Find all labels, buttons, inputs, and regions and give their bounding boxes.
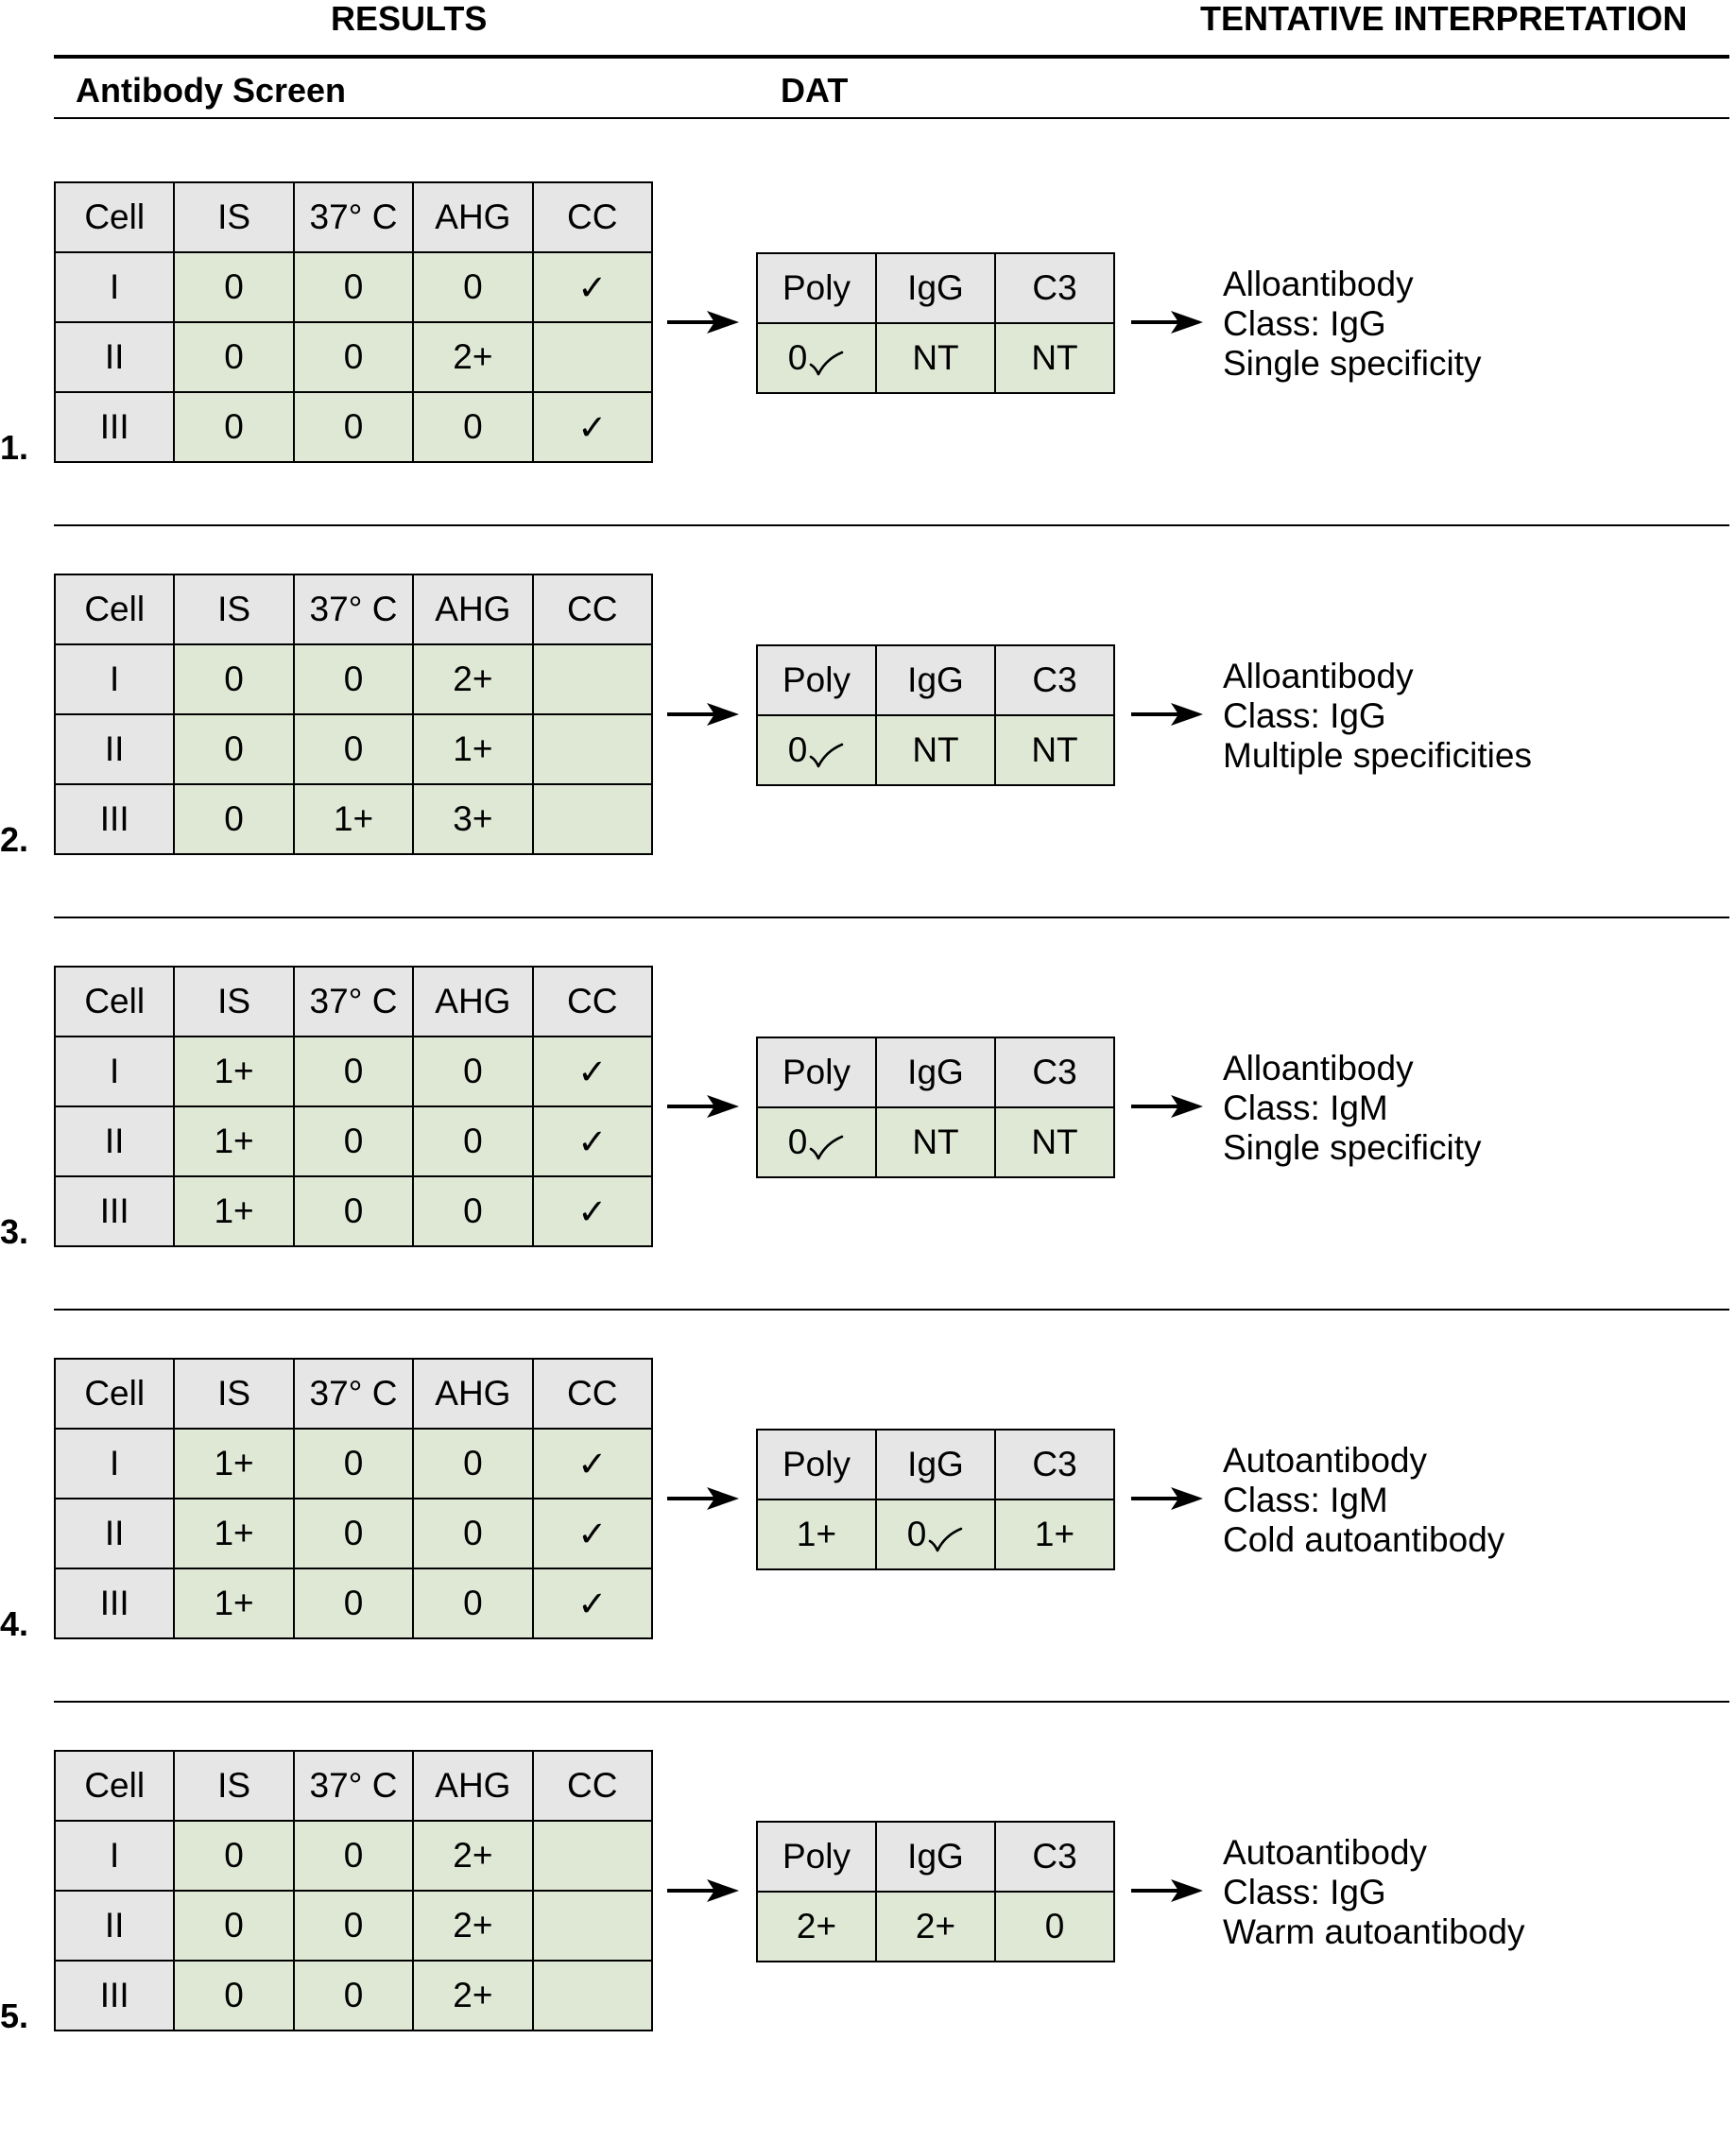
screen-reaction-cell: 1+	[174, 1429, 293, 1499]
screen-cell-label: I	[55, 1429, 174, 1499]
interpretation-text	[1223, 1049, 1482, 1168]
screen-header-row	[55, 574, 652, 644]
screen-column-header: CC	[533, 182, 652, 252]
dat-poly-result-text: 1+	[796, 1515, 837, 1553]
interpretation-text	[1223, 265, 1482, 384]
arrow-right-icon	[667, 1093, 739, 1120]
screen-cell-label: I	[55, 644, 174, 714]
screen-reaction-cell: 1+	[174, 1106, 293, 1176]
dat-header-row	[757, 645, 1114, 715]
screen-column-header: 37° C	[294, 1359, 413, 1429]
screen-reaction-cell: 0	[294, 1961, 413, 2031]
screen-row	[55, 392, 652, 462]
dat-poly-result	[757, 1499, 876, 1569]
screen-reaction-cell: 0	[294, 1176, 413, 1246]
screen-column-header: Cell	[55, 182, 174, 252]
screen-column-header: IS	[174, 1751, 293, 1821]
case-number: 1.	[0, 428, 29, 467]
screen-reaction-cell: 0	[294, 1499, 413, 1568]
screen-reaction-cell: ✓	[533, 1106, 652, 1176]
interpretation-line: Class: IgG	[1223, 1873, 1386, 1911]
screen-reaction-cell: ✓	[533, 1499, 652, 1568]
screen-column-header: IS	[174, 574, 293, 644]
screen-column-header: CC	[533, 1359, 652, 1429]
screen-column-header: 37° C	[294, 182, 413, 252]
screen-cell-label: II	[55, 1891, 174, 1961]
dat-poly-result-text: 0	[787, 730, 808, 769]
screen-column-header: AHG	[413, 182, 532, 252]
dat-column-header: Poly	[757, 645, 876, 715]
screen-cell-label: II	[55, 714, 174, 784]
screen-reaction-cell: 0	[413, 1499, 532, 1568]
arrow-right-icon	[1131, 1877, 1203, 1904]
dat-c3-result-text: 0	[1044, 1907, 1065, 1945]
dat-c3-result	[995, 323, 1114, 393]
interpretation-line: Class: IgM	[1223, 1088, 1388, 1127]
case-block	[0, 574, 1736, 966]
arrow-right-icon	[667, 1877, 739, 1904]
antibody-screen-table	[54, 1358, 653, 1639]
interpretation-line: Class: IgM	[1223, 1481, 1388, 1519]
screen-reaction-cell: 0	[413, 1568, 532, 1638]
screen-row	[55, 1176, 652, 1246]
interpretation-line: Class: IgG	[1223, 696, 1386, 735]
dat-header-row	[757, 1430, 1114, 1499]
screen-reaction-cell: 0	[294, 322, 413, 392]
screen-column-header: IS	[174, 1359, 293, 1429]
screen-column-header: Cell	[55, 967, 174, 1037]
interpretation-header: TENTATIVE INTERPRETATION	[1200, 0, 1688, 38]
screen-reaction-cell: ✓	[533, 1568, 652, 1638]
dat-result-row	[757, 323, 1114, 393]
dat-c3-result-text: NT	[1031, 338, 1078, 377]
screen-reaction-cell: ✓	[533, 252, 652, 322]
interpretation-line: Class: IgG	[1223, 304, 1386, 343]
screen-reaction-cell: 0	[294, 252, 413, 322]
dat-poly-result	[757, 715, 876, 785]
screen-reaction-cell	[533, 714, 652, 784]
screen-reaction-cell: 0	[174, 714, 293, 784]
dat-poly-result-text: 0	[787, 338, 808, 377]
screen-reaction-cell: 2+	[413, 1821, 532, 1891]
screen-reaction-cell: ✓	[533, 392, 652, 462]
screen-reaction-cell: ✓	[533, 1429, 652, 1499]
dat-poly-result-text: 2+	[796, 1907, 837, 1945]
interpretation-line: Autoantibody	[1223, 1833, 1428, 1872]
screen-column-header: AHG	[413, 1751, 532, 1821]
case-block	[0, 181, 1736, 574]
screen-reaction-cell: 0	[294, 644, 413, 714]
screen-reaction-cell: 0	[294, 1106, 413, 1176]
antibody-screen-header: Antibody Screen	[76, 71, 347, 110]
screen-column-header: CC	[533, 574, 652, 644]
screen-cell-label: III	[55, 1176, 174, 1246]
dat-c3-result	[995, 1107, 1114, 1177]
interpretation-line: Alloantibody	[1223, 1049, 1414, 1088]
dat-c3-result	[995, 1499, 1114, 1569]
interpretation-line: Single specificity	[1223, 344, 1482, 383]
dat-column-header: IgG	[876, 1822, 995, 1892]
screen-reaction-cell: 0	[413, 1037, 532, 1106]
dat-column-header: C3	[995, 253, 1114, 323]
screen-cell-label: I	[55, 1821, 174, 1891]
case-divider	[54, 917, 1729, 918]
screen-reaction-cell: 2+	[413, 644, 532, 714]
screen-reaction-cell	[533, 784, 652, 854]
dat-column-header: IgG	[876, 1037, 995, 1107]
dat-result-row	[757, 715, 1114, 785]
dat-column-header: IgG	[876, 1430, 995, 1499]
screen-reaction-cell: 0	[294, 1891, 413, 1961]
screen-header-row	[55, 182, 652, 252]
header-top-rule	[54, 55, 1729, 59]
arrow-right-icon	[1131, 309, 1203, 335]
interpretation-line: Alloantibody	[1223, 657, 1414, 695]
screen-column-header: 37° C	[294, 1751, 413, 1821]
dat-table	[756, 1429, 1115, 1570]
screen-column-header: Cell	[55, 1359, 174, 1429]
dat-column-header: Poly	[757, 1037, 876, 1107]
screen-reaction-cell: ✓	[533, 1176, 652, 1246]
dat-c3-result	[995, 715, 1114, 785]
interpretation-line: Cold autoantibody	[1223, 1520, 1505, 1559]
case-block	[0, 1750, 1736, 2142]
dat-column-header: C3	[995, 1037, 1114, 1107]
screen-cell-label: III	[55, 1568, 174, 1638]
antibody-screen-table	[54, 181, 653, 463]
screen-header-row	[55, 1751, 652, 1821]
screen-row	[55, 1106, 652, 1176]
screen-column-header: IS	[174, 967, 293, 1037]
case-divider	[54, 1309, 1729, 1311]
antibody-screen-table	[54, 1750, 653, 2031]
screen-reaction-cell: 0	[413, 252, 532, 322]
screen-row	[55, 1429, 652, 1499]
screen-reaction-cell	[533, 1821, 652, 1891]
dat-c3-result-text: NT	[1031, 730, 1078, 769]
arrow-right-icon	[667, 309, 739, 335]
screen-row	[55, 1568, 652, 1638]
dat-poly-result	[757, 1892, 876, 1962]
screen-row	[55, 1499, 652, 1568]
screen-reaction-cell: 0	[294, 1568, 413, 1638]
screen-reaction-cell: 0	[174, 1961, 293, 2031]
dat-igg-result	[876, 1499, 995, 1569]
screen-reaction-cell: 0	[294, 1429, 413, 1499]
screen-column-header: Cell	[55, 1751, 174, 1821]
antibody-screen-table	[54, 574, 653, 855]
screen-reaction-cell: 1+	[294, 784, 413, 854]
screen-column-header: IS	[174, 182, 293, 252]
screen-header-row	[55, 1359, 652, 1429]
dat-column-header: IgG	[876, 645, 995, 715]
screen-row	[55, 1821, 652, 1891]
screen-reaction-cell: 0	[174, 322, 293, 392]
screen-reaction-cell: 1+	[413, 714, 532, 784]
dat-poly-result	[757, 323, 876, 393]
dat-table	[756, 1037, 1115, 1178]
screen-header-row	[55, 967, 652, 1037]
screen-column-header: 37° C	[294, 574, 413, 644]
screen-column-header: CC	[533, 1751, 652, 1821]
interpretation-text	[1223, 657, 1532, 776]
screen-column-header: AHG	[413, 1359, 532, 1429]
dat-igg-result	[876, 715, 995, 785]
dat-igg-result-text: NT	[912, 338, 959, 377]
screen-reaction-cell: 0	[174, 784, 293, 854]
dat-column-header: IgG	[876, 253, 995, 323]
dat-table	[756, 1821, 1115, 1962]
screen-cell-label: III	[55, 1961, 174, 2031]
screen-row	[55, 784, 652, 854]
dat-header-row	[757, 1822, 1114, 1892]
dat-column-header: C3	[995, 1430, 1114, 1499]
arrow-right-icon	[667, 1485, 739, 1512]
screen-cell-label: II	[55, 322, 174, 392]
screen-reaction-cell: 2+	[413, 1891, 532, 1961]
screen-reaction-cell: 0	[174, 252, 293, 322]
screen-cell-label: I	[55, 1037, 174, 1106]
screen-reaction-cell	[533, 644, 652, 714]
screen-reaction-cell: 0	[413, 1176, 532, 1246]
dat-poly-result-text: 0	[787, 1122, 808, 1161]
screen-row	[55, 714, 652, 784]
dat-column-header: Poly	[757, 1430, 876, 1499]
case-number: 5.	[0, 1996, 29, 2035]
interpretation-line: Single specificity	[1223, 1128, 1482, 1167]
dat-igg-result	[876, 323, 995, 393]
screen-reaction-cell: 1+	[174, 1499, 293, 1568]
interpretation-line: Alloantibody	[1223, 265, 1414, 303]
dat-result-row	[757, 1107, 1114, 1177]
screen-reaction-cell: 0	[174, 1891, 293, 1961]
arrow-right-icon	[667, 701, 739, 728]
dat-igg-result-text: 0	[906, 1515, 927, 1553]
case-block	[0, 1358, 1736, 1750]
check-mark-icon	[926, 1522, 964, 1551]
case-number: 3.	[0, 1212, 29, 1251]
screen-reaction-cell: 0	[174, 1821, 293, 1891]
interpretation-line: Multiple specificities	[1223, 736, 1532, 775]
screen-reaction-cell: 0	[413, 1429, 532, 1499]
screen-reaction-cell: 0	[294, 1037, 413, 1106]
dat-c3-result	[995, 1892, 1114, 1962]
results-header: RESULTS	[331, 0, 488, 38]
check-mark-icon	[807, 346, 845, 374]
dat-c3-result-text: NT	[1031, 1122, 1078, 1161]
screen-reaction-cell: 0	[174, 392, 293, 462]
interpretation-line: Autoantibody	[1223, 1441, 1428, 1480]
screen-reaction-cell: 1+	[174, 1037, 293, 1106]
screen-reaction-cell: 2+	[413, 322, 532, 392]
screen-column-header: AHG	[413, 574, 532, 644]
screen-row	[55, 1037, 652, 1106]
dat-result-row	[757, 1892, 1114, 1962]
dat-column-header: C3	[995, 645, 1114, 715]
arrow-right-icon	[1131, 701, 1203, 728]
screen-cell-label: III	[55, 392, 174, 462]
dat-header: DAT	[781, 71, 849, 110]
screen-reaction-cell: 0	[413, 392, 532, 462]
case-divider	[54, 1701, 1729, 1703]
case-number: 2.	[0, 820, 29, 859]
dat-igg-result	[876, 1107, 995, 1177]
interpretation-text	[1223, 1441, 1504, 1560]
interpretation-text	[1223, 1833, 1524, 1952]
screen-row	[55, 1961, 652, 2031]
screen-reaction-cell: 1+	[174, 1568, 293, 1638]
dat-table	[756, 644, 1115, 786]
dat-igg-result	[876, 1892, 995, 1962]
screen-column-header: 37° C	[294, 967, 413, 1037]
interpretation-line: Warm autoantibody	[1223, 1912, 1525, 1951]
screen-reaction-cell: 0	[413, 1106, 532, 1176]
case-divider	[54, 524, 1729, 526]
screen-column-header: AHG	[413, 967, 532, 1037]
screen-reaction-cell: 1+	[174, 1176, 293, 1246]
dat-igg-result-text: NT	[912, 1122, 959, 1161]
case-block	[0, 966, 1736, 1358]
dat-c3-result-text: 1+	[1034, 1515, 1075, 1553]
screen-row	[55, 1891, 652, 1961]
screen-reaction-cell: 3+	[413, 784, 532, 854]
antibody-screen-table	[54, 966, 653, 1247]
dat-table	[756, 252, 1115, 394]
dat-column-header: C3	[995, 1822, 1114, 1892]
dat-poly-result	[757, 1107, 876, 1177]
check-mark-icon	[807, 1130, 845, 1158]
dat-column-header: Poly	[757, 253, 876, 323]
header-bottom-rule	[54, 117, 1729, 119]
screen-reaction-cell: ✓	[533, 1037, 652, 1106]
screen-column-header: Cell	[55, 574, 174, 644]
screen-reaction-cell: 0	[174, 644, 293, 714]
dat-column-header: Poly	[757, 1822, 876, 1892]
dat-header-row	[757, 253, 1114, 323]
screen-reaction-cell: 0	[294, 714, 413, 784]
check-mark-icon	[807, 738, 845, 766]
screen-cell-label: II	[55, 1499, 174, 1568]
screen-row	[55, 644, 652, 714]
dat-result-row	[757, 1499, 1114, 1569]
screen-reaction-cell: 2+	[413, 1961, 532, 2031]
arrow-right-icon	[1131, 1485, 1203, 1512]
screen-reaction-cell: 0	[294, 392, 413, 462]
screen-cell-label: II	[55, 1106, 174, 1176]
screen-row	[55, 322, 652, 392]
screen-cell-label: III	[55, 784, 174, 854]
screen-reaction-cell: 0	[294, 1821, 413, 1891]
arrow-right-icon	[1131, 1093, 1203, 1120]
dat-igg-result-text: NT	[912, 730, 959, 769]
screen-reaction-cell	[533, 1891, 652, 1961]
screen-cell-label: I	[55, 252, 174, 322]
screen-column-header: CC	[533, 967, 652, 1037]
dat-igg-result-text: 2+	[915, 1907, 956, 1945]
dat-header-row	[757, 1037, 1114, 1107]
case-number: 4.	[0, 1604, 29, 1643]
screen-reaction-cell	[533, 322, 652, 392]
screen-reaction-cell	[533, 1961, 652, 2031]
screen-row	[55, 252, 652, 322]
